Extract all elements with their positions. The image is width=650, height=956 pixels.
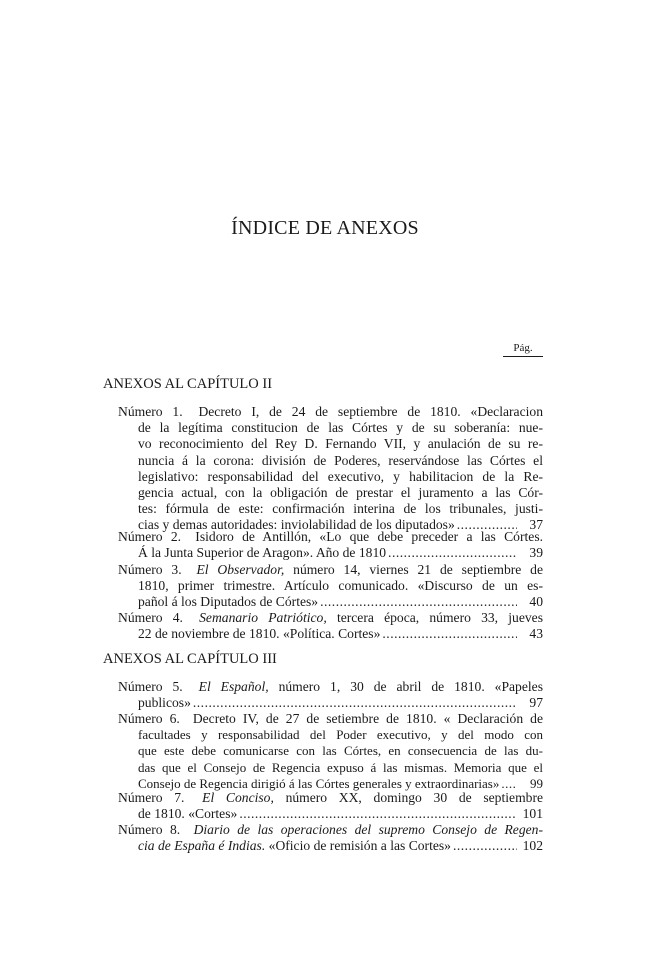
annex-entry <box>118 610 543 642</box>
annex-text: vo reconocimiento del Rey D. Fernando VII, y anulación de su re- <box>138 436 543 452</box>
annex-text: Decreto I, de 24 de septiembre de 1810. «Declaracion <box>198 404 543 419</box>
page-number: 99 <box>530 775 543 791</box>
dot-leader <box>193 695 517 711</box>
annex-entry <box>118 679 543 711</box>
dot-leader <box>320 594 517 610</box>
dot-leader <box>239 806 517 822</box>
section-heading: ANEXOS AL CAPÍTULO II <box>103 376 273 392</box>
dot-leader <box>388 545 517 561</box>
page-number: 101 <box>522 806 543 822</box>
page-number: 102 <box>522 838 543 854</box>
page-number: 43 <box>529 626 543 642</box>
dot-leader <box>453 838 517 854</box>
annex-number: Número 6. <box>118 711 180 726</box>
periodical-title: El Español, <box>198 679 269 694</box>
annex-text: legislativo: responsabilidad del executivo, y habilitacion de la Re- <box>138 468 543 484</box>
periodical-title: Semanario Patriótico, <box>199 610 327 625</box>
page-column-label: Pág. <box>503 342 543 357</box>
annex-text: Á la Junta Superior de Aragon». Año de 1810 <box>138 545 387 561</box>
annex-text: das que el Consejo de Regencia expuso á las mismas. Memoria que el <box>138 759 543 775</box>
annex-text: facultades y responsabilidad del Poder executivo, y del modo con <box>138 727 543 743</box>
annex-number: Número 2. <box>118 529 182 544</box>
annex-text: tes: fórmula de este: confirmación interina de los tribunales, justi- <box>138 501 543 517</box>
page-number: 37 <box>529 517 543 533</box>
page-number: 97 <box>529 695 543 711</box>
annex-text: 1810, primer trimestre. Artículo comunicado. «Discurso de un es- <box>138 578 543 594</box>
annex-text: número XX, domingo 30 de septiembre <box>285 790 543 805</box>
annex-text: Consejo de Regencia dirigió á las Córtes generales y extraordinarias» <box>138 775 500 791</box>
annex-text: Decreto IV, de 27 de setiembre de 1810. « Declaración de <box>192 711 543 726</box>
annex-text: publicos» <box>138 695 191 711</box>
annex-text: cias y demas autoridades: inviolabilidad de los diputados» <box>138 517 455 533</box>
annex-text: nuncia á la corona: división de Poderes, reservándose las Córtes el <box>138 452 543 468</box>
annex-text: de la legítima constitucion de las Córtes y de su soberanía: nue- <box>138 420 543 436</box>
annex-text: número 14, viernes 21 de septiembre de <box>293 562 543 577</box>
section-heading: ANEXOS AL CAPÍTULO III <box>103 651 277 667</box>
annex-text: que este debe comunicarse con las Córtes, en consecuencia de las du- <box>138 743 543 759</box>
page-number: 39 <box>529 545 543 561</box>
annex-number: Número 1. <box>118 404 183 419</box>
annex-entry <box>118 529 543 561</box>
annex-text: pañol á los Diputados de Córtes» <box>138 594 319 610</box>
annex-number: Número 3. <box>118 562 182 577</box>
annex-text: «Oficio de remisión a las Cortes» <box>268 838 451 854</box>
annex-number: Número 5. <box>118 679 183 694</box>
periodical-title: El Conciso, <box>202 790 274 805</box>
annex-number: Número 8. <box>118 822 181 837</box>
annex-number: Número 4. <box>118 610 183 625</box>
page-number: 40 <box>529 594 543 610</box>
periodical-title: Diario de las operaciones del supremo Consejo de Regen- <box>193 822 543 837</box>
annex-entry <box>118 404 543 534</box>
annex-text: número 1, 30 de abril de 1810. «Papeles <box>278 679 543 694</box>
annex-number: Número 7. <box>118 790 185 805</box>
annex-entry <box>118 790 543 822</box>
annex-text: gencia actual, con la obligación de prestar el juramento a las Cór- <box>138 484 543 500</box>
periodical-title: El Observador, <box>196 562 285 577</box>
annex-text: tercera época, número 33, jueves <box>336 610 543 625</box>
annex-text: 22 de noviembre de 1810. «Política. Cortes» <box>138 626 381 642</box>
annex-text: de 1810. «Cortes» <box>138 806 238 822</box>
annex-text: Isidoro de Antillón, «Lo que debe preceder a las Córtes. <box>195 529 543 544</box>
dot-leader <box>382 626 517 642</box>
annex-entry <box>118 822 543 854</box>
annex-entry <box>118 562 543 611</box>
page-title: ÍNDICE DE ANEXOS <box>231 217 419 239</box>
annex-entry <box>118 711 543 792</box>
periodical-title: cia de España é Indias. <box>138 838 266 854</box>
